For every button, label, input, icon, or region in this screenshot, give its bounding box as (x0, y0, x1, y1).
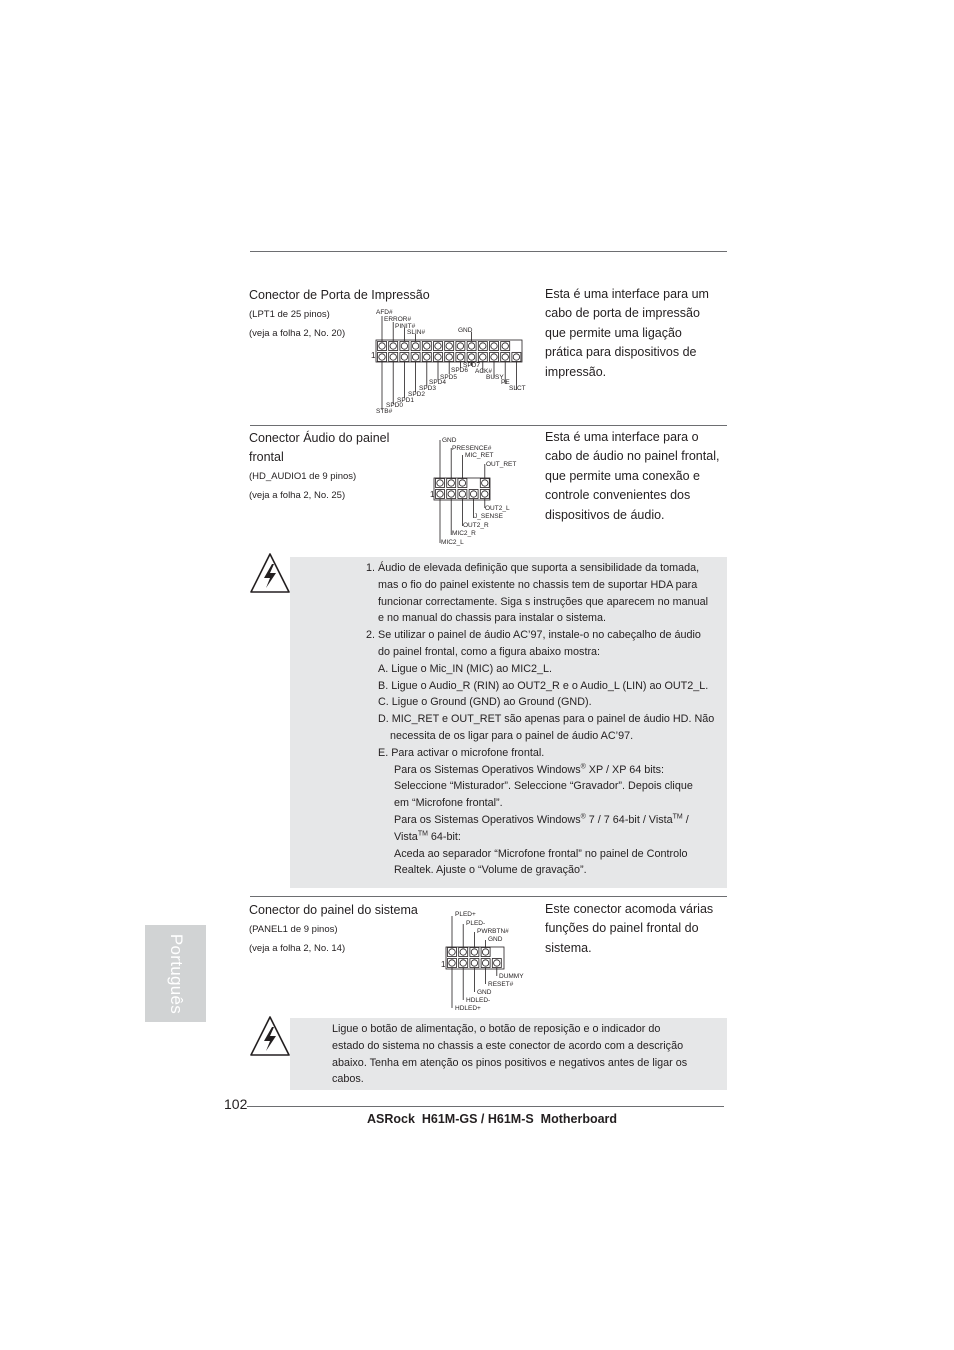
audio-description: Esta é uma interface para o cabo de áudio no painel frontal, que permite uma conexão e controle convenientes dos dispositivos de áudio. (545, 430, 720, 522)
lpt-title: Conector de Porta de Impressão (249, 288, 430, 302)
lpt-pin-label: SLIN# (407, 329, 426, 336)
panel-spec: (PANEL1 de 9 pinos) (249, 924, 338, 935)
audio-spec: (HD_AUDIO1 de 9 pinos) (249, 471, 357, 482)
warning-icon (249, 1014, 291, 1058)
lpt-pin-label: SPD3 (419, 385, 436, 392)
lpt-spec: (LPT1 de 25 pinos) (249, 309, 330, 320)
lpt-pin-label: SPD4 (429, 379, 446, 386)
lpt-pin-label: SPD2 (408, 391, 425, 398)
audio-pin-label: PRESENCE# (452, 445, 492, 452)
lpt-pin-label: GND (458, 327, 473, 334)
panel-pin-label: PWRBTN# (477, 928, 509, 935)
lpt-pin-label: SLCT (509, 385, 526, 392)
footer-title: ASRock H61M-GS / H61M-S Motherboard (367, 1112, 618, 1126)
panel-pin-label: GND (488, 936, 503, 943)
panel-pin-label: HDLED+ (455, 1005, 481, 1012)
lpt-description: Esta é uma interface para um cabo de porta de impressão que permite uma ligação prática para dispositivos de impressão. (545, 287, 709, 379)
audio-title: Conector Áudio do painel frontal (249, 431, 390, 464)
audio-pin-label: OUT_RET (486, 461, 517, 468)
warning-icon (249, 551, 291, 595)
panel-pin-label: PLED+ (455, 911, 476, 918)
lpt-pin-label: SPD6 (451, 367, 468, 374)
lpt-pin-label: SPD7 (463, 362, 480, 369)
audio-pin-label: GND (442, 437, 457, 444)
audio-pin-label: MIC_RET (465, 452, 494, 459)
panel-description: Este conector acomoda várias funções do painel frontal do sistema. (545, 902, 714, 955)
header-rule (250, 251, 727, 252)
lpt-ref: (veja a folha 2, No. 20) (249, 328, 346, 339)
audio-note-text: 1. Áudio de elevada definição que suporta a sensibilidade da tomada, mas o fio do painel existente no chassis tem de suportar HDA para funcionar correctamente. Siga s instruções que aparecem no manual e no manual do chassis para instalar o sistema. 2. Se utilizar o painel de áudio AC’97, instale-o no cabeçalho de áudio do painel frontal, como a figura abaixo mostra: A. Ligue o Mic_IN (MIC) ao MIC2_L. B. Ligue o Audio_R (RIN) ao OUT2_R e o Audio_L (LIN) ao OUT2_L. C. Ligue o Ground (GND) ao Ground (GND). D. MIC_RET e OUT_RET são apenas para o painel de áudio HD. Não necessita de os ligar para o painel de áudio AC’97. E. Para activar o microfone frontal. Para os Sistemas Operativos Windows® XP / XP 64 bits: Seleccione “Misturador”. Seleccione “Gravador”. Depois clique em “Microfone frontal”. Para os Sistemas Operativos Windows® 7 / 7 64-bit / Vista™ / Vista™ 64-bit: Aceda ao separador “Microfone frontal” no painel de Controlo Realtek. Ajuste o “Volume de gravação”. (366, 562, 715, 877)
audio-pin-label: MIC2_R (452, 530, 476, 537)
lpt-pin-label: ERROR# (384, 316, 412, 323)
lpt-pin-one: 1 (371, 351, 376, 360)
panel-pin-label: RESET# (488, 981, 514, 988)
lpt-pin-label: PE (501, 379, 510, 386)
panel-ref: (veja a folha 2, No. 14) (249, 943, 346, 954)
audio-ref: (veja a folha 2, No. 25) (249, 490, 346, 501)
footer-rule (247, 1106, 724, 1107)
language-tab: Português (145, 925, 206, 1022)
lpt-pin-label: ACK# (475, 368, 492, 375)
panel-pin-label: PLED- (466, 920, 486, 927)
lpt-pin-label: SPD1 (397, 397, 414, 404)
panel-pin-label: HDLED- (466, 997, 491, 1004)
audio-pin-label: MIC2_L (441, 539, 464, 546)
audio-pin-label: OUT2_L (485, 505, 510, 512)
lpt-pin-label: BUSY (486, 374, 504, 381)
lpt-pin-label: SPD5 (440, 374, 457, 381)
lpt-pin-label: SPD0 (386, 402, 403, 409)
panel-title: Conector do painel do sistema (249, 903, 418, 917)
section-rule (250, 896, 727, 897)
panel-pin-label: DUMMY (499, 973, 524, 980)
panel-pin-one: 1 (441, 960, 446, 969)
audio-pin-label: J_SENSE (474, 513, 503, 520)
lpt-pin-label: STB# (376, 408, 393, 415)
audio-pin-label: OUT2_R (463, 522, 489, 529)
panel-pin-label: GND (477, 989, 492, 996)
lpt-pin-label: PINIT# (395, 323, 416, 330)
lpt-connector-diagram (370, 310, 530, 415)
panel-note-text: Ligue o botão de alimentação, o botão de reposição e o indicador do estado do sistema no chassis a este conector de acordo com a descrição abaixo. Tenha em atenção os pinos positivos e negativos antes de ligar os cabos. (332, 1023, 688, 1086)
audio-pin-one: 1 (430, 490, 435, 499)
lpt-pin-label: AFD# (376, 309, 393, 316)
section-rule (250, 425, 727, 426)
page-number: 102 (224, 1096, 248, 1112)
